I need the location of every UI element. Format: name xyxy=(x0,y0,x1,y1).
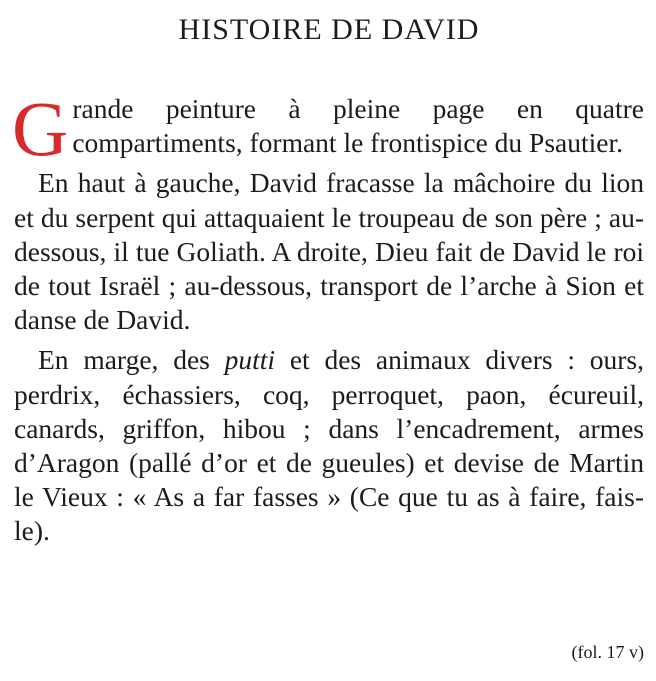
paragraph-1 xyxy=(12,85,644,172)
paragraph-2 xyxy=(14,166,644,337)
page-title: HISTOIRE DE DAVID xyxy=(178,13,480,46)
paragraph-3 xyxy=(14,343,644,548)
italic-term-putti: putti xyxy=(224,344,276,376)
paragraph-3-text-after: et des animaux divers : ours, perdrix, échassiers, coq, perroquet, paon, écureuil, canards, griffon, hibou ; dans l’encadrement, armes d’Aragon (pallé d’or et de gueules) et devise de Martin le Vieux : « As a far fasses » (Ce que tu as à faire, fais-le). xyxy=(14,344,645,547)
paragraph-1-text: rande peinture à pleine page en quatre compartiments, formant le frontispice du Psautier. xyxy=(72,93,644,159)
body-text xyxy=(12,85,645,549)
drop-cap: G xyxy=(12,85,69,172)
folio-reference: (fol. 17 v) xyxy=(571,642,644,662)
paragraph-2-text: En haut à gauche, David fracasse la mâchoire du lion et du serpent qui attaquaient le troupeau de son père ; au-dessous, il tue Goliath. A droite, Dieu fait de David le roi de tout Israël ; au-dessous, transport de l’arche à Sion et danse de David. xyxy=(14,167,644,336)
paragraph-3-text-before: En marge, des xyxy=(38,344,225,376)
